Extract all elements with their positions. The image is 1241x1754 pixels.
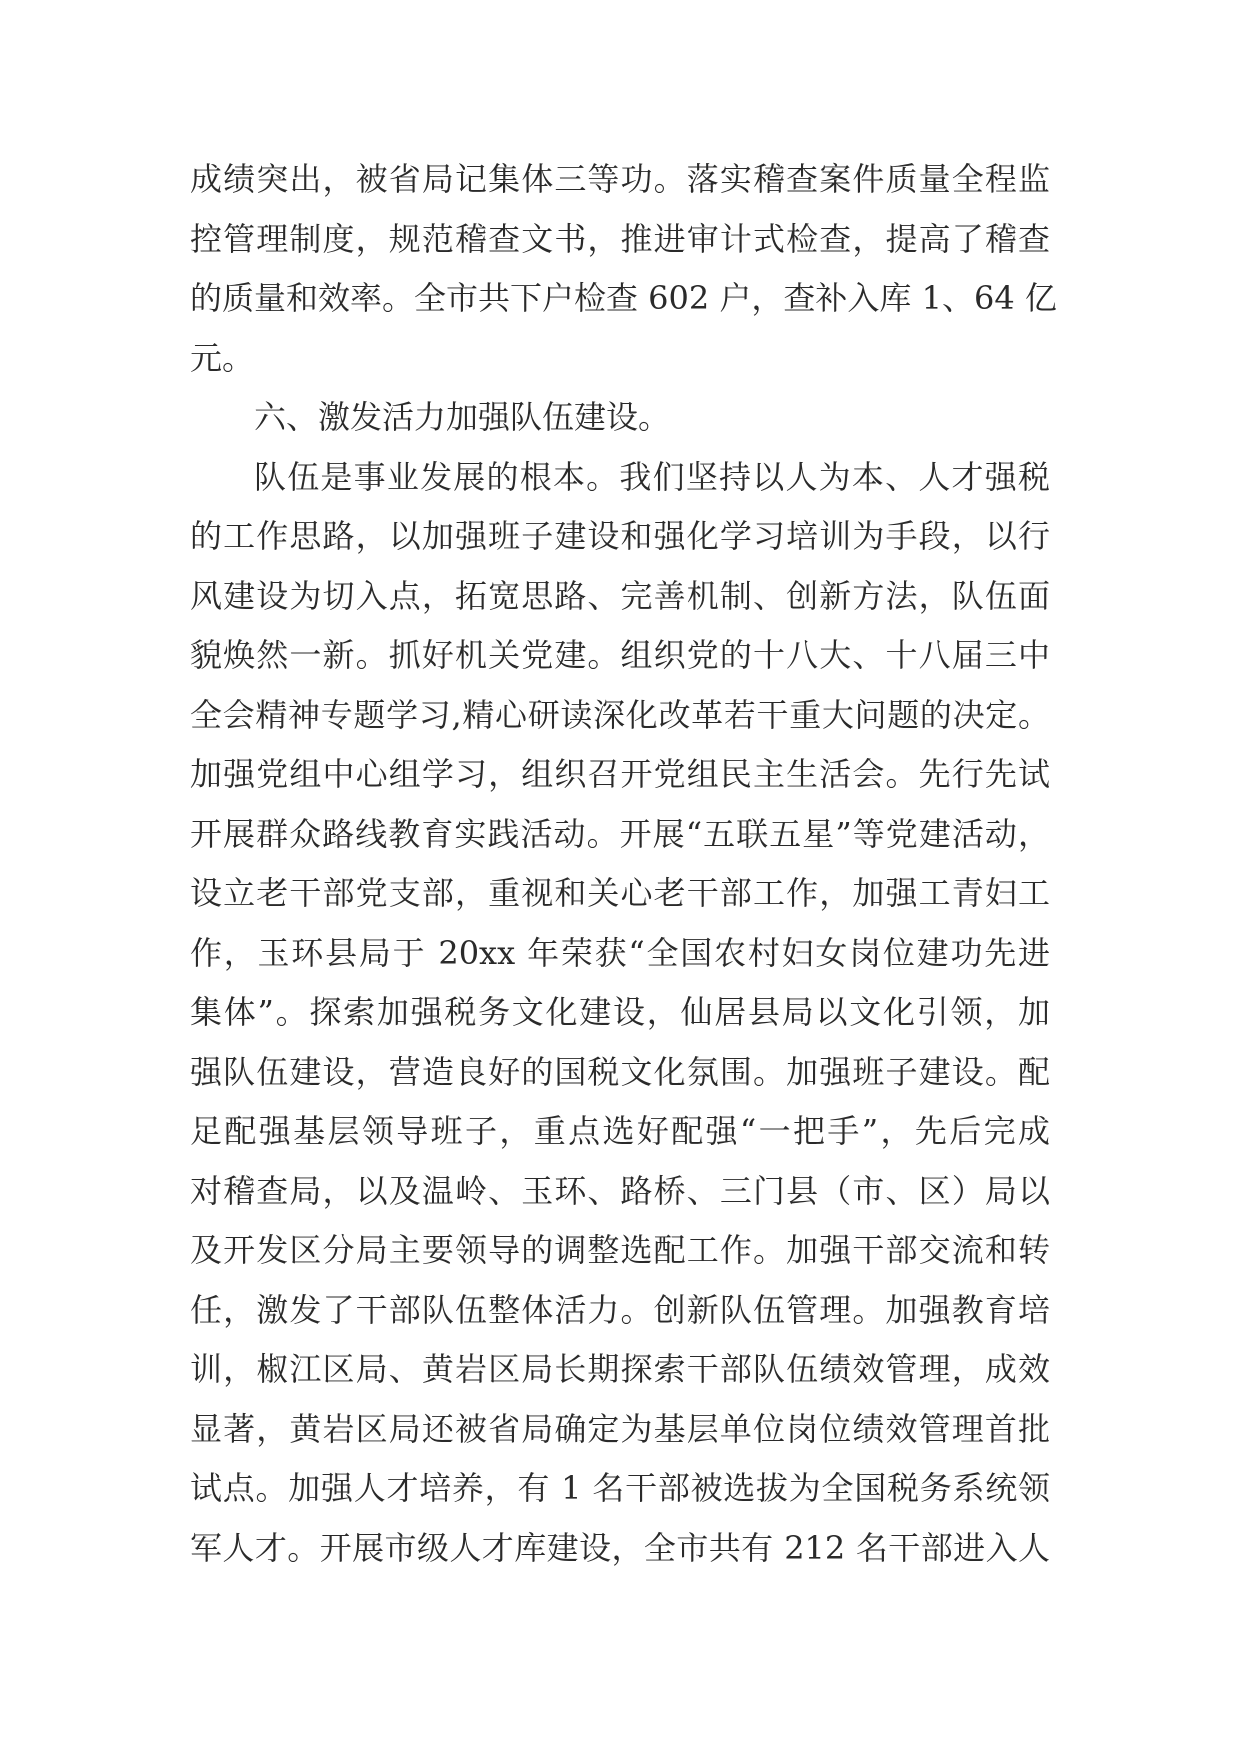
text-line: 队伍是事业发展的根本。我们坚持以人为本、人才强税	[254, 457, 1050, 496]
text-line: 足配强基层领导班子，重点选好配强“一把手”，先后完成	[190, 1112, 1050, 1150]
text-line: 的工作思路，以加强班子建设和强化学习培训为手段，以行	[190, 517, 1050, 555]
text-line: 试点。加强人才培养，有 1 名干部被选拔为全国税务系统领	[190, 1469, 1050, 1507]
text-line: 及开发区分局主要领导的调整选配工作。加强干部交流和转	[190, 1231, 1050, 1269]
text-line: 成绩突出，被省局记集体三等功。落实稽查案件质量全程监	[190, 160, 1050, 198]
section-heading: 六、激发活力加强队伍建设。	[254, 398, 671, 436]
text-line: 训，椒江区局、黄岩区局长期探索干部队伍绩效管理，成效	[190, 1350, 1050, 1388]
text-line: 貌焕然一新。抓好机关党建。组织党的十八大、十八届三中	[190, 636, 1050, 674]
text-line: 加强党组中心组学习，组织召开党组民主生活会。先行先试	[190, 755, 1050, 793]
text-line: 设立老干部党支部，重视和关心老干部工作，加强工青妇工	[190, 874, 1050, 912]
text-line: 作，玉环县局于 20xx 年荣获“全国农村妇女岗位建功先进	[190, 933, 1050, 972]
body-text	[190, 150, 1057, 1578]
text-line: 风建设为切入点，拓宽思路、完善机制、创新方法，队伍面	[190, 576, 1050, 615]
text-line: 军人才。开展市级人才库建设，全市共有 212 名干部进入人	[190, 1528, 1050, 1567]
text-line: 强队伍建设，营造良好的国税文化氛围。加强班子建设。配	[190, 1052, 1050, 1091]
text-line: 全会精神专题学习,精心研读深化改革若干重大问题的决定。	[190, 695, 1050, 734]
text-line: 元。	[190, 338, 255, 377]
text-line: 开展群众路线教育实践活动。开展“五联五星”等党建活动，	[190, 814, 1050, 853]
text-line: 对稽查局，以及温岭、玉环、路桥、三门县（市、区）局以	[190, 1171, 1050, 1210]
text-line: 的质量和效率。全市共下户检查 602 户，查补入库 1、64 亿	[190, 279, 1057, 317]
text-line: 控管理制度，规范稽查文书，推进审计式检查，提高了稽查	[190, 219, 1050, 258]
text-line: 集体”。探索加强税务文化建设，仙居县局以文化引领，加	[190, 993, 1050, 1031]
text-line: 显著，黄岩区局还被省局确定为基层单位岗位绩效管理首批	[190, 1409, 1050, 1448]
text-line: 任，激发了干部队伍整体活力。创新队伍管理。加强教育培	[190, 1290, 1050, 1329]
